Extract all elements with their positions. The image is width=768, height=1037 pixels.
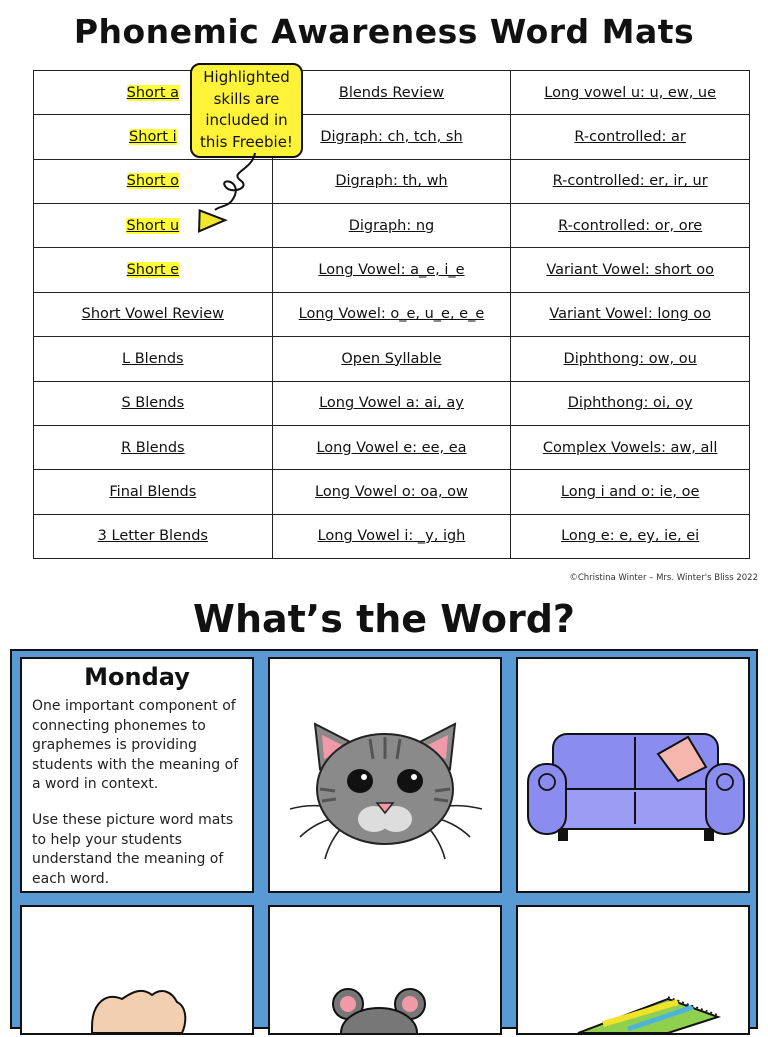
rat-image (270, 907, 500, 1033)
skill-cell[interactable] (511, 425, 750, 469)
intro-card (20, 657, 254, 893)
skill-link[interactable]: Digraph: th, wh (335, 173, 448, 190)
skill-cell[interactable] (34, 381, 273, 425)
table-row (34, 381, 750, 425)
skill-link[interactable]: R Blends (121, 439, 185, 456)
skill-link[interactable]: Complex Vowels: aw, all (542, 439, 718, 456)
skill-link[interactable]: Long Vowel e: ee, ea (316, 439, 467, 456)
skill-link[interactable]: Long Vowel a: ai, ay (319, 395, 464, 412)
skill-cell[interactable] (34, 470, 273, 514)
skill-cell[interactable] (34, 514, 273, 558)
table-row (34, 514, 750, 558)
skill-cell[interactable] (272, 248, 511, 292)
skill-link[interactable]: Digraph: ch, tch, sh (320, 129, 463, 146)
skill-cell[interactable] (511, 71, 750, 115)
skill-cell[interactable] (272, 514, 511, 558)
skill-cell[interactable] (272, 115, 511, 159)
hat-image (22, 907, 252, 1033)
table-row (34, 425, 750, 469)
skill-link[interactable]: 3 Letter Blends (97, 528, 208, 545)
callout-line: Highlighted (203, 68, 290, 86)
rug-image (518, 907, 748, 1033)
skill-cell[interactable] (34, 292, 273, 336)
skill-cell[interactable] (272, 292, 511, 336)
skill-link[interactable]: Short Vowel Review (81, 306, 224, 323)
skill-cell[interactable] (34, 248, 273, 292)
rat-picture-card (268, 905, 502, 1035)
callout-line: this Freebie! (200, 132, 293, 151)
page-title: Phonemic Awareness Word Mats (73, 12, 695, 51)
skill-cell[interactable] (272, 71, 511, 115)
skill-cell[interactable] (34, 425, 273, 469)
skill-link[interactable]: R-controlled: ar (574, 129, 686, 146)
callout-line: included in (205, 111, 288, 129)
instructions-paragraph: Use these picture word mats to help your students understand the meaning of each word. (32, 811, 234, 887)
skill-link[interactable]: R-controlled: er, ir, ur (552, 173, 708, 190)
highlight-callout (190, 63, 303, 158)
skill-link[interactable]: Short e (126, 262, 180, 279)
skill-cell[interactable] (272, 470, 511, 514)
skill-link[interactable]: Long i and o: ie, oe (560, 483, 700, 500)
skill-cell[interactable] (272, 337, 511, 381)
skill-link[interactable]: Diphthong: oi, oy (567, 395, 693, 412)
skill-link[interactable]: Short i (129, 129, 177, 146)
skill-link[interactable]: Blends Review (338, 84, 445, 101)
skill-link[interactable]: Short u (126, 217, 180, 234)
cat-face-image (270, 659, 500, 891)
skill-link[interactable]: Long Vowel: o_e, u_e, e_e (298, 306, 485, 323)
skill-cell[interactable] (272, 425, 511, 469)
intro-paragraph: One important component of connecting phonemes to graphemes is providing students with the meaning of a word in context. (32, 698, 239, 793)
table-row (34, 292, 750, 336)
table-row (34, 159, 750, 203)
skill-cell[interactable] (511, 470, 750, 514)
cat-picture-card (268, 657, 502, 893)
skill-link[interactable]: Variant Vowel: short oo (546, 262, 714, 279)
table-row (34, 248, 750, 292)
skill-cell[interactable] (511, 337, 750, 381)
skill-link[interactable]: Short o (126, 173, 180, 190)
skill-cell[interactable] (272, 159, 511, 203)
table-row (34, 470, 750, 514)
rug-picture-card (516, 905, 750, 1035)
couch-image (518, 659, 748, 891)
skill-link[interactable]: Variant Vowel: long oo (549, 306, 711, 323)
table-row (34, 337, 750, 381)
skill-cell[interactable] (511, 159, 750, 203)
skill-link[interactable]: S Blends (121, 395, 185, 412)
skill-link[interactable]: Digraph: ng (348, 217, 435, 234)
skill-cell[interactable] (272, 381, 511, 425)
word-mat-grid (10, 649, 758, 1029)
skill-cell[interactable] (511, 514, 750, 558)
skill-link[interactable]: Long Vowel i: _y, igh (317, 528, 466, 545)
skill-cell[interactable] (34, 337, 273, 381)
skill-cell[interactable] (511, 115, 750, 159)
skill-link[interactable]: Long Vowel o: oa, ow (315, 483, 468, 500)
table-row (34, 115, 750, 159)
card-heading: Monday (84, 663, 190, 691)
skill-link[interactable]: Open Syllable (341, 350, 442, 367)
section-title: What’s the Word? (193, 597, 575, 641)
skill-cell[interactable] (511, 204, 750, 248)
callout-arrow-icon (180, 150, 270, 235)
skill-cell[interactable] (511, 381, 750, 425)
skill-link[interactable]: L Blends (122, 350, 184, 367)
table-row (34, 71, 750, 115)
skill-cell[interactable] (272, 204, 511, 248)
skill-cell[interactable] (511, 292, 750, 336)
skill-link[interactable]: Long vowel u: u, ew, ue (544, 84, 717, 101)
skill-cell[interactable] (511, 248, 750, 292)
skill-link[interactable]: Final Blends (109, 483, 197, 500)
table-row (34, 204, 750, 248)
skill-link[interactable]: Long Vowel: a_e, i_e (318, 262, 465, 279)
skill-link[interactable]: Long e: e, ey, ie, ei (561, 528, 700, 545)
skill-link[interactable]: Diphthong: ow, ou (563, 350, 697, 367)
couch-picture-card (516, 657, 750, 893)
copyright-text: ©Christina Winter – Mrs. Winter's Bliss 2022 (569, 573, 758, 583)
skill-link[interactable]: R-controlled: or, ore (558, 217, 703, 234)
skill-link[interactable]: Short a (126, 84, 180, 101)
callout-line: skills are (213, 89, 280, 108)
hat-picture-card (20, 905, 254, 1035)
skills-table (33, 70, 750, 559)
